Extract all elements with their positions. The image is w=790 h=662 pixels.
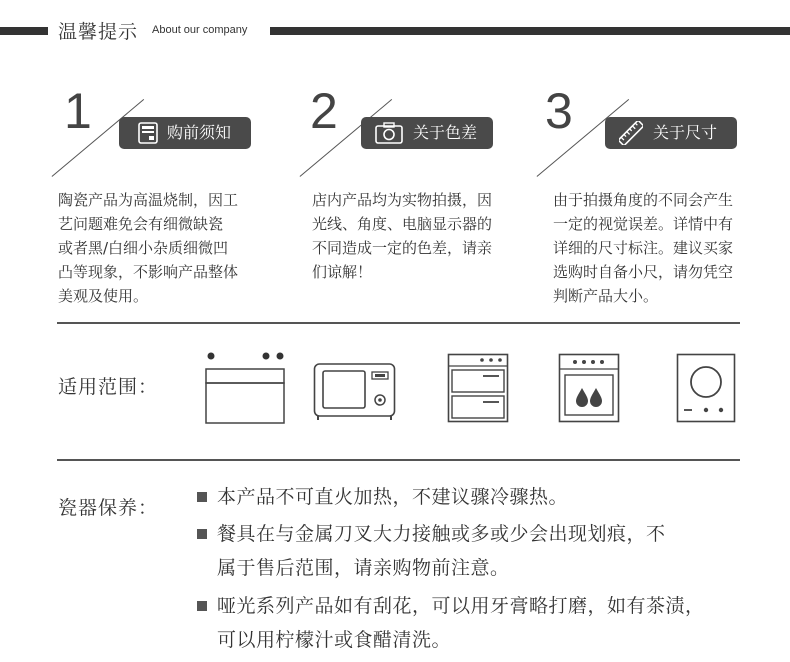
step-1-text: 陶瓷产品为高温烧制，因工 艺问题难免会有细微缺瓷 或者黑/白细小杂质细微凹 凸等现象，不影响产品整体 美观及使用。 (58, 191, 239, 305)
page-subtitle: About our company (152, 24, 248, 36)
oven-icon (558, 353, 620, 423)
care-item-1: 本产品不可直火加热，不建议骤冷骤热。 (217, 486, 569, 508)
care-bullet-2 (197, 529, 207, 539)
header-bar-right (270, 27, 790, 35)
care-bullet-3 (197, 601, 207, 611)
step-2-text: 店内产品均为实物拍摄，因 光线、角度、电脑显示器的 不同造成一定的色差，请亲 们谅解！ (312, 191, 493, 281)
step-1-badge (119, 117, 251, 149)
divider-top (57, 322, 740, 324)
step-1-label: 购前须知 (167, 123, 232, 142)
stove-icon (203, 349, 287, 425)
care-label: 瓷器保养： (58, 497, 159, 519)
step-3-number: 3 (545, 83, 573, 139)
header-bar-left (0, 27, 48, 35)
step-3-text: 由于拍摄角度的不同会产生 一定的视觉误差。详情中有 详细的尺寸标注。建议买家 选购时自备小尺，请勿凭空 判断产品大小。 (553, 191, 734, 305)
ruler-icon (619, 121, 643, 145)
step-3-label: 关于尺寸 (653, 123, 718, 142)
step-2-badge (361, 117, 493, 149)
camera-icon (375, 122, 403, 144)
step-3-badge (605, 117, 737, 149)
step-2-label: 关于色差 (413, 123, 478, 142)
page-title: 温馨提示 (58, 21, 139, 43)
step-1-number: 1 (64, 83, 92, 139)
step-2-number: 2 (310, 83, 338, 139)
care-item-3: 哑光系列产品如有刮花，可以用牙膏略打磨，如有茶渍， 可以用柠檬汁或食醋清洗。 (217, 595, 705, 651)
dish-sterilizer-icon (447, 353, 509, 423)
clipboard-icon (137, 122, 159, 144)
induction-cooker-icon (676, 353, 736, 423)
microwave-icon (313, 362, 397, 422)
usage-label: 适用范围： (58, 376, 159, 398)
care-item-2: 餐具在与金属刀叉大力接触或多或少会出现划痕，不 属于售后范围，请亲购物前注意。 (217, 523, 666, 579)
divider-bottom (57, 459, 740, 461)
care-bullet-1 (197, 492, 207, 502)
